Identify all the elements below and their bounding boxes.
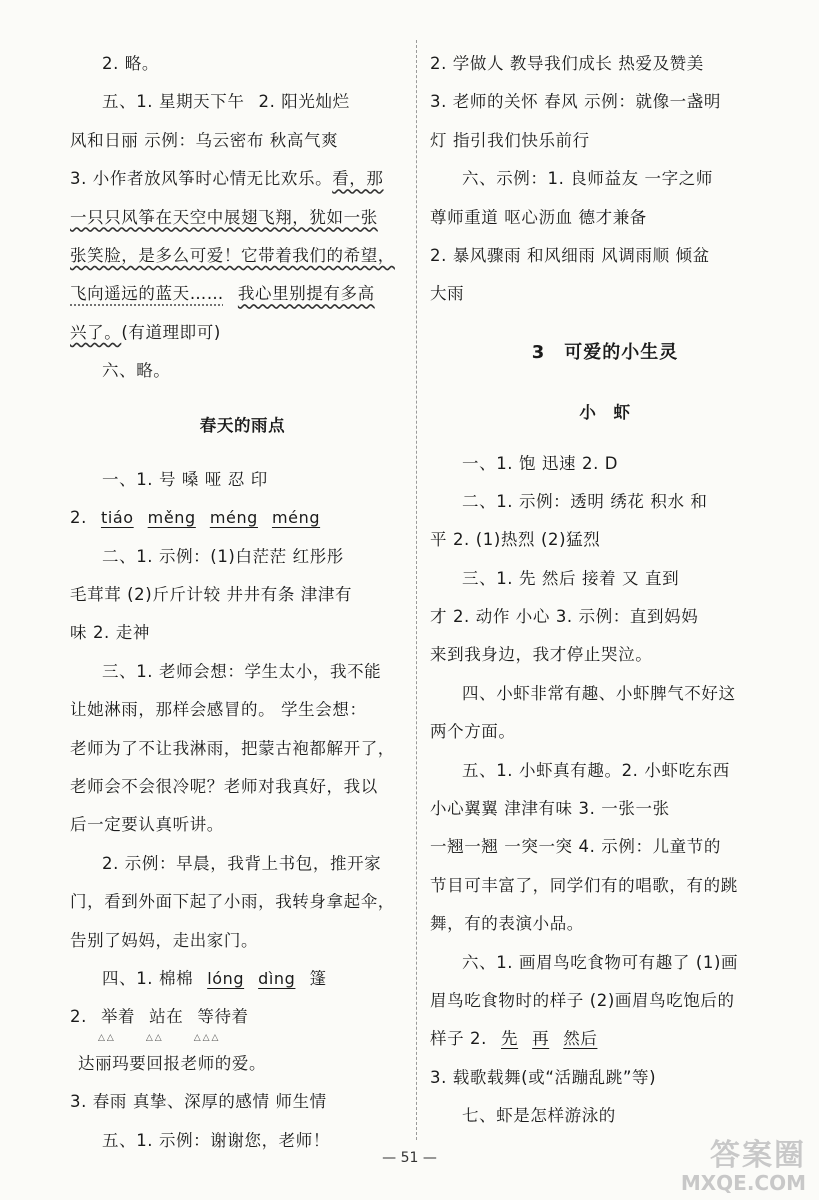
answer-line: 张笑脸，是多么可爱！它带着我们的希望， <box>70 245 395 265</box>
answer-line: 2. 举着 站在 等待着 <box>70 1007 249 1027</box>
column-divider <box>416 40 417 1140</box>
answer-line: 飞向遥远的蓝天…… 我心里别提有多高 <box>70 284 375 304</box>
left-column <box>70 45 415 1160</box>
answer-line: 小心翼翼 津津有味 3. 一张一张 <box>430 799 670 819</box>
section-title: 春天的雨点 <box>199 415 286 435</box>
answer-line: 大雨 <box>430 284 465 304</box>
answer-line: 尊师重道 呕心沥血 德才兼备 <box>430 207 647 227</box>
answer-line: 3. 小作者放风筝时心情无比欢乐。看，那 <box>70 169 384 189</box>
page-number: — 51 — <box>382 1150 437 1166</box>
answer-line: 二、1. 示例：(1)白茫茫 红彤彤 <box>102 546 344 566</box>
answer-line: 2. 学做人 教导我们成长 热爱及赞美 <box>430 54 704 73</box>
answer-line: 一只只风筝在天空中展翅飞翔，犹如一张 <box>70 207 378 227</box>
answer-line: 六、1. 画眉鸟吃食物可有趣了 (1)画 <box>462 952 739 972</box>
answer-line: 六、示例：1. 良师益友 一字之师 <box>462 169 713 189</box>
answer-line: 七、虾是怎样游泳的 <box>462 1106 616 1126</box>
answer-line: 2. 暴风骤雨 和风细雨 风调雨顺 倾盆 <box>430 245 710 265</box>
answer-line: 平 2. (1)热烈 (2)猛烈 <box>430 530 601 550</box>
emphasis-marks: △△ △△ △△△ <box>98 1032 221 1043</box>
answer-line: 一、1. 饱 迅速 2. D <box>462 453 619 473</box>
answer-line: 三、1. 老师会想：学生太小，我不能 <box>102 661 382 681</box>
answer-line: 舞，有的表演小品。 <box>430 914 584 934</box>
answer-line: 一翘一翘 一突一突 4. 示例：儿童节的 <box>430 837 721 857</box>
answer-line: 才 2. 动作 小心 3. 示例：直到妈妈 <box>430 607 699 627</box>
answer-line: 2. 略。 <box>102 54 159 73</box>
answer-line: 两个方面。 <box>430 722 516 742</box>
answer-line: 3. 春雨 真挚、深厚的感情 师生情 <box>70 1092 327 1112</box>
pinyin-line: 四、1. 棉棉 lóng dìng 篷 <box>102 968 327 988</box>
answer-line: 让她淋雨，那样会感冒的。 学生会想： <box>70 700 367 720</box>
answer-line: 后一定要认真听讲。 <box>70 815 224 835</box>
answer-line: 三、1. 先 然后 接着 又 直到 <box>462 568 680 588</box>
watermark-logo-text: 答案圈 <box>710 1138 806 1173</box>
right-column <box>430 45 780 1136</box>
answer-line: 味 2. 走神 <box>70 623 150 643</box>
answer-line: 老师为了不让我淋雨，把蒙古袍都解开了， <box>70 738 395 758</box>
answer-line: 节目可丰富了，同学们有的唱歌，有的跳 <box>430 875 738 895</box>
answer-line: 二、1. 示例：透明 绣花 积水 和 <box>462 491 708 511</box>
answer-line: 3. 载歌载舞(或“活蹦乱跳”等) <box>430 1067 657 1087</box>
section-title: 小 虾 <box>579 403 631 423</box>
answer-line: 达丽玛要回报老师的爱。 <box>78 1053 267 1073</box>
answer-line: 样子 2. 先 再 然后 <box>430 1029 598 1049</box>
answer-line: 兴了。(有道理即可) <box>70 322 221 342</box>
answer-line: 五、1. 示例：谢谢您，老师！ <box>102 1130 330 1150</box>
answer-line: 六、略。 <box>102 361 171 381</box>
answer-line: 2. 示例：早晨，我背上书包，推开家 <box>102 853 382 873</box>
answer-line: 毛茸茸 (2)斤斤计较 井井有条 津津有 <box>70 585 353 605</box>
answer-line: 五、1. 小虾真有趣。2. 小虾吃东西 <box>462 760 730 780</box>
answer-line: 门，看到外面下起了小雨，我转身拿起伞， <box>70 892 395 912</box>
answer-line: 眉鸟吃食物时的样子 (2)画眉鸟吃饱后的 <box>430 990 735 1010</box>
watermark-url: MXQE.COM <box>680 1171 806 1195</box>
site-watermark <box>676 1140 806 1195</box>
answer-line: 来到我身边，我才停止哭泣。 <box>430 645 653 665</box>
answer-line: 告别了妈妈，走出家门。 <box>70 930 259 950</box>
answer-line: 风和日丽 示例：乌云密布 秋高气爽 <box>70 130 339 150</box>
answer-line: 一、1. 号 嗓 哑 忍 印 <box>102 469 268 489</box>
pinyin-line: 2. tiáo měng méng méng <box>70 508 321 528</box>
unit-title: 3 可爱的小生灵 <box>531 341 679 363</box>
answer-line: 灯 指引我们快乐前行 <box>430 130 590 150</box>
answer-line: 老师会不会很冷呢？老师对我真好，我以 <box>70 777 378 797</box>
answer-line: 四、小虾非常有趣、小虾脾气不好这 <box>462 683 736 703</box>
answer-line: 五、1. 星期天下午 2. 阳光灿烂 <box>102 92 350 112</box>
answer-line: 3. 老师的关怀 春风 示例：就像一盏明 <box>430 92 721 112</box>
